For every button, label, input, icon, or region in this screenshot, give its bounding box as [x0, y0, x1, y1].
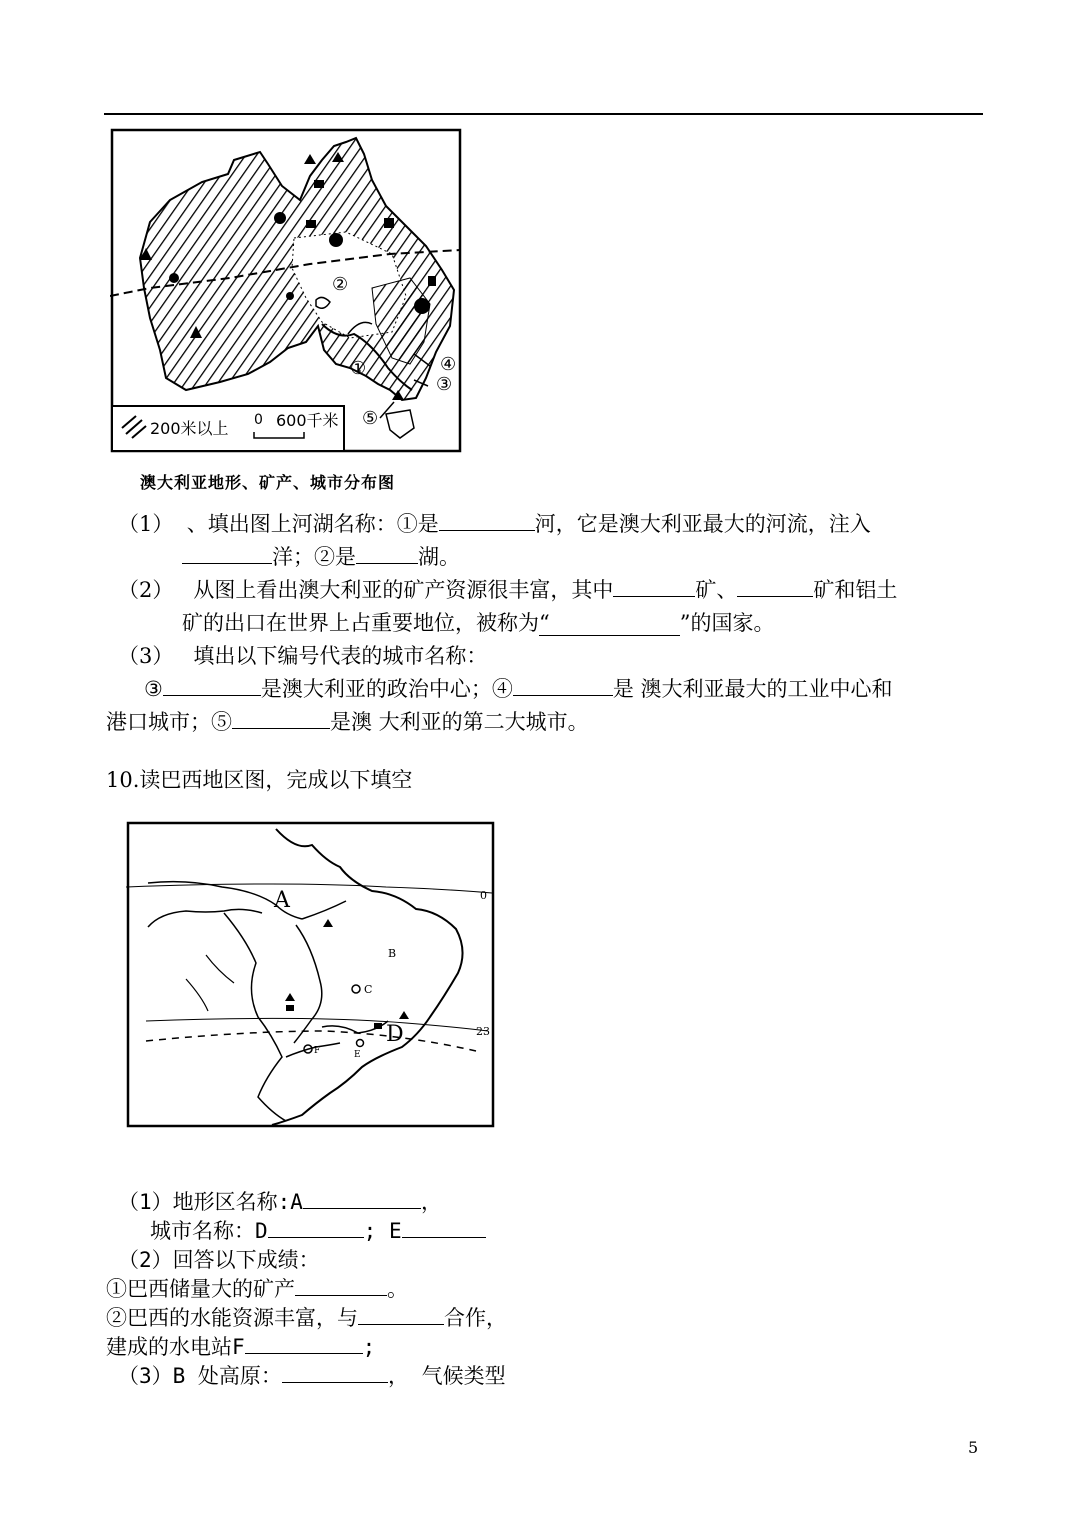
q10-l6-text-b: ;: [362, 1335, 376, 1359]
australia-map: [110, 128, 462, 453]
blank-lake[interactable]: [356, 543, 418, 564]
map-marker-3: ③: [436, 374, 453, 395]
q9-part3-text-f: 是澳 大利亚的第二大城市。: [330, 710, 589, 734]
blank-city-4[interactable]: [513, 675, 613, 696]
blank-river[interactable]: [439, 510, 535, 531]
q10-l5-text-b: 合作，: [444, 1306, 507, 1330]
blank-city-5[interactable]: [232, 708, 330, 729]
map-label-F: F: [314, 1046, 321, 1056]
q9-part2-line2: [182, 608, 775, 638]
blank-plateau[interactable]: [282, 1362, 388, 1383]
q9-part3-line1: [118, 641, 487, 671]
q10-l4-text-b: 。: [387, 1277, 408, 1301]
q9-part3-text-c: 是澳大利亚的政治中心；④: [260, 677, 513, 701]
q10-title: 10.读巴西地区图，完成以下填空: [106, 768, 413, 792]
q10-l7-text-a: （3）B 处高原：: [118, 1364, 282, 1388]
q9-part3-text-d: 是 澳大利亚最大的工业中心和: [612, 677, 893, 701]
map-marker-4: ④: [440, 354, 457, 375]
q10-l5-text-a: ②巴西的水能资源丰富，与: [106, 1306, 358, 1330]
q10-line-4: [106, 1274, 408, 1304]
header-rule: [104, 113, 983, 115]
blank-landform-A[interactable]: [303, 1188, 421, 1209]
scale-zero: 0: [254, 412, 263, 428]
map-marker-2: ②: [332, 274, 349, 295]
q10-l1-text-b: ，: [420, 1190, 442, 1214]
map-label-C: C: [364, 983, 373, 996]
q10-line-2: [150, 1216, 486, 1246]
q10-l2-text-b: ; E: [363, 1219, 402, 1243]
q10-line-5: [106, 1303, 507, 1333]
legend-hatch-label: 200米以上: [150, 419, 229, 438]
q9-part3-line2: [144, 674, 893, 704]
q10-l2-text-a: 城市名称：D: [150, 1219, 268, 1243]
q9-part2-text-a: 从图上看出澳大利亚的矿产资源很丰富，其中: [193, 578, 614, 602]
q10-line-7: [118, 1361, 506, 1391]
q9-part3-line3: [106, 707, 589, 737]
blank-city-E[interactable]: [402, 1217, 486, 1238]
q10-l1-text-a: （1）地形区名称:A: [118, 1190, 303, 1214]
blank-mineral-1[interactable]: [613, 576, 695, 597]
blank-mineral[interactable]: [295, 1275, 387, 1296]
q9-part3-marker-3: ③: [144, 677, 163, 701]
map-label-lat23: 23: [476, 1025, 490, 1038]
blank-ocean[interactable]: [182, 543, 272, 564]
q10-l7-text-b: ， 气候类型: [387, 1364, 506, 1388]
blank-nickname[interactable]: [539, 611, 680, 636]
q10-line-3: （2）回答以下成绩：: [118, 1248, 320, 1272]
q9-part2-text-c: 矿和铝土: [813, 578, 898, 602]
scale-distance: 600千米: [276, 411, 339, 430]
q9-part2-text-d: 矿的出口在世界上占重要地位，被称为: [182, 611, 539, 635]
q9-part1-num: （1）: [118, 512, 174, 536]
q9-part3-text-e: 港口城市；⑤: [106, 710, 232, 734]
figure-caption: 澳大利亚地形、矿产、城市分布图: [140, 473, 396, 492]
q10-line-1: [118, 1187, 442, 1217]
q9-part1-text-c: 洋；②是: [272, 545, 356, 569]
map-label-B: B: [388, 947, 397, 960]
blank-city-D[interactable]: [268, 1217, 364, 1238]
q9-part1-line1: [118, 509, 871, 539]
q9-part1-line2: [182, 542, 460, 572]
map-marker-5: ⑤: [362, 408, 379, 429]
map-label-A: A: [274, 888, 290, 913]
q9-part1-text-d: 湖。: [418, 545, 460, 569]
blank-city-3[interactable]: [163, 675, 261, 696]
q9-part2-num: （2）: [118, 578, 174, 602]
open-quote: “: [539, 611, 550, 635]
q9-part2-text-f: ”的国家。: [679, 611, 775, 635]
q9-part3-num: （3）: [118, 644, 174, 668]
q9-part1-text-b: 河，它是澳大利亚最大的河流，注入: [534, 512, 871, 536]
q9-part3-text-a: 填出以下编号代表的城市名称：: [193, 644, 488, 668]
q10-l4-text-a: ①巴西储量大的矿产: [106, 1277, 295, 1301]
blank-partner-country[interactable]: [358, 1304, 444, 1325]
map-label-E: E: [354, 1050, 361, 1060]
blank-power-station[interactable]: [245, 1333, 363, 1354]
q9-part1-text-a: 、填出图上河湖名称：①是: [186, 512, 439, 536]
page-number: 5: [968, 1438, 979, 1457]
q9-part2-text-b: 矿、: [695, 578, 738, 602]
q10-line-6: [106, 1332, 375, 1362]
q9-part2-line1: [118, 575, 897, 605]
brazil-map: [126, 821, 496, 1128]
map-label-D: D: [386, 1022, 404, 1047]
blank-mineral-2[interactable]: [737, 576, 813, 597]
q10-l6-text-a: 建成的水电站F: [106, 1335, 245, 1359]
map-marker-1: ①: [350, 358, 367, 379]
map-label-lat0: 0: [480, 889, 487, 902]
